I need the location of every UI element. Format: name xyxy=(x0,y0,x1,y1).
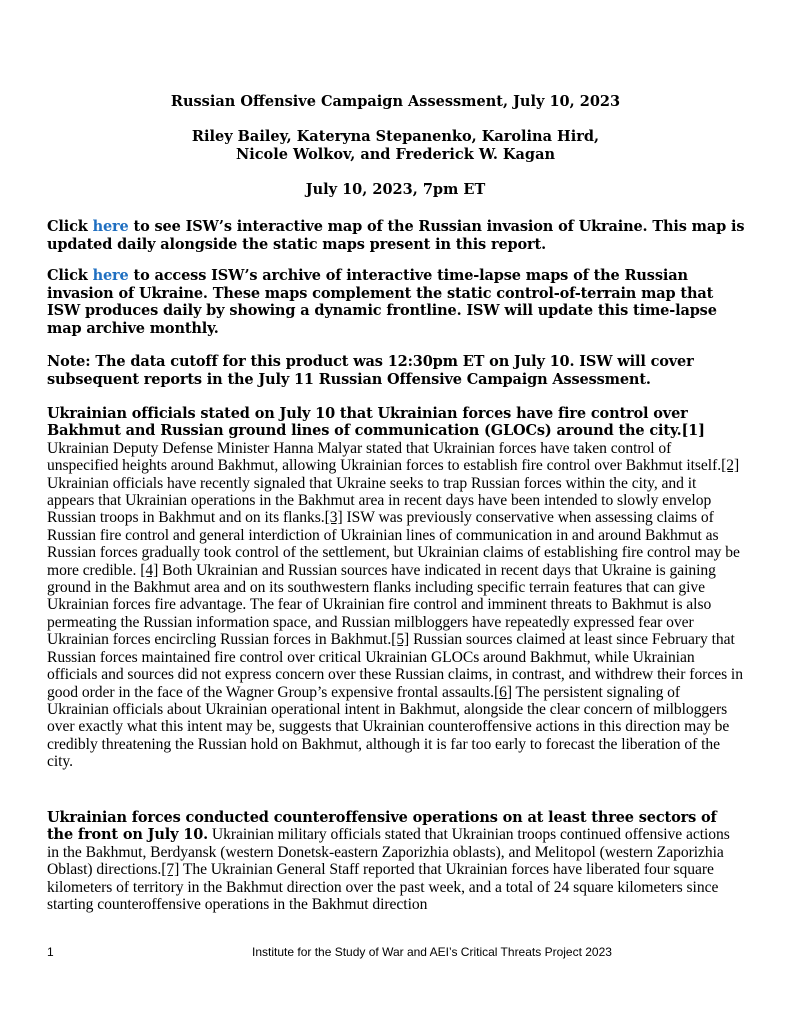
footnote-ref[interactable]: [2] xyxy=(721,457,740,475)
interactive-map-link[interactable]: here xyxy=(92,218,129,235)
bakhmut-fire-control-paragraph xyxy=(47,405,745,771)
click-prefix: Click xyxy=(47,267,93,284)
footnote-ref[interactable]: [6] xyxy=(493,683,512,701)
footnote-ref[interactable]: [3] xyxy=(324,509,343,527)
page-number: 1 xyxy=(47,945,54,959)
paragraph-lead: Ukrainian forces conducted counteroffensive operations on at least three sectors of the front on July 10. xyxy=(47,809,717,844)
counteroffensive-paragraph xyxy=(47,809,745,913)
paragraph-lead: Ukrainian officials stated on July 10 that Ukrainian forces have fire control over Bakhmut and Russian ground lines of communication (GLOCs) around the city.[1] xyxy=(47,405,705,440)
body-text: ISW was previously conservative when assessing claims of Russian fire control and general interdiction of Ukrainian lines of communication in and around Bakhmut as Russian forces gradually took control of the settlement, but Ukrainian claims of establishing fire control may be more credible. xyxy=(47,509,740,579)
body-text: Russian sources claimed at least since February that Russian forces maintained fire control over critical Ukrainian GLOCs around Bakhmut, while Ukrainian officials and sources did not express concern over these Russian claims, in contrast, and withdrew their forces in good order in the face of the Wagner Group’s expensive frontal assaults. xyxy=(47,631,743,701)
footnote-ref[interactable]: [4] xyxy=(140,561,159,579)
authors xyxy=(40,128,751,164)
authors-line-1: Riley Bailey, Kateryna Stepanenko, Karolina Hird, xyxy=(191,128,600,145)
interactive-map-paragraph xyxy=(47,218,747,253)
report-date: July 10, 2023, 7pm ET xyxy=(305,181,486,198)
footnote-ref[interactable]: [5] xyxy=(391,631,410,649)
timelapse-archive-paragraph xyxy=(47,267,747,337)
timelapse-archive-link[interactable]: here xyxy=(92,267,129,284)
footer-text: Institute for the Study of War and AEI’s Critical Threats Project 2023 xyxy=(252,945,612,959)
footnote-ref[interactable]: [7] xyxy=(161,861,180,879)
body-text: Ukrainian military officials stated that Ukrainian troops continued offensive actions in the Bakhmut, Berdyansk (western Donetsk-eastern Zaporizhia oblasts), and Melitopol (western Zaporizhia Oblast) directions. xyxy=(47,826,730,879)
body-text: The Ukrainian General Staff reported that Ukrainian forces have liberated four square kilometers of territory in the Bakhmut direction over the past week, and a total of 24 square kilometers since starting counteroffensive operations in the Bakhmut direction xyxy=(47,861,719,914)
timelapse-archive-text: to access ISW’s archive of interactive time-lapse maps of the Russian invasion of Ukraine. These maps complement the static control-of-terrain map that ISW produces daily by showing a dynamic frontline. ISW will update this time-lapse map archive monthly. xyxy=(47,267,717,337)
click-prefix: Click xyxy=(47,218,93,235)
data-cutoff-note: Note: The data cutoff for this product was 12:30pm ET on July 10. ISW will cover subsequent reports in the July 11 Russian Offensive Campaign Assessment. xyxy=(47,353,694,388)
body-text: Both Ukrainian and Russian sources have indicated in recent days that Ukraine is gaining ground in the Bakhmut area and on its southwestern flanks including specific terrain features that can give Ukrainian forces fire advantage. The fear of Ukrainian fire control and imminent threats to Bakhmut is also permeating the Russian information space, and Russian milbloggers have repeatedly expressed fear over Ukrainian forces encircling Russian forces in Bakhmut. xyxy=(47,561,716,649)
page-footer xyxy=(47,944,747,960)
body-text: Ukrainian Deputy Defense Minister Hanna Malyar stated that Ukrainian forces have taken control of unspecified heights around Bakhmut, allowing Ukrainian forces to establish fire control over Bakhmut itself. xyxy=(47,439,722,475)
body-text: Ukrainian officials have recently signaled that Ukraine seeks to trap Russian forces within the city, and it appears that Ukrainian operations in the Bakhmut area in recent days have been intended to slowly envelop Russian troops in Bakhmut and on its flanks. xyxy=(47,474,712,527)
interactive-map-text: to see ISW’s interactive map of the Russian invasion of Ukraine. This map is updated daily alongside the static maps present in this report. xyxy=(47,218,745,253)
body-text: The persistent signaling of Ukrainian officials about Ukrainian operational intent in Bakhmut, alongside the clear concern of milbloggers over exactly what this intent may be, suggests that Ukrainian counteroffensive actions in this direction may be credibly threatening the Russian hold on Bakhmut, although it is far too early to forecast the liberation of the city. xyxy=(47,683,730,771)
authors-line-2: Nicole Wolkov, and Frederick W. Kagan xyxy=(235,146,556,163)
report-title: Russian Offensive Campaign Assessment, July 10, 2023 xyxy=(170,93,621,110)
